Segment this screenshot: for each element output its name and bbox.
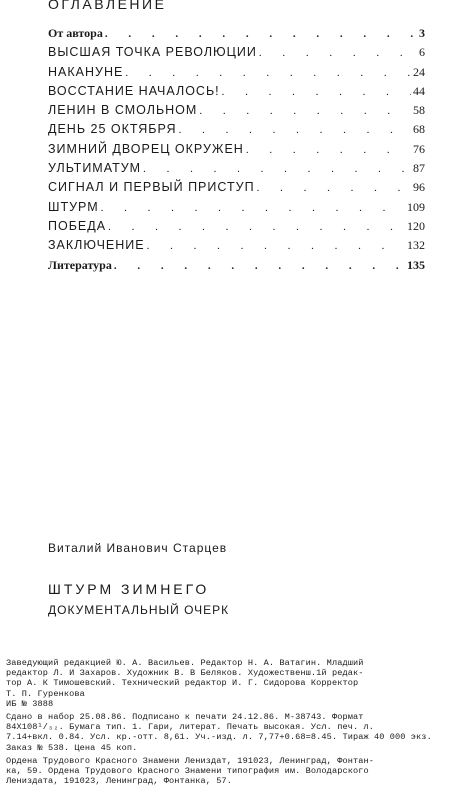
toc-entry-title: ЛЕНИН В СМОЛЬНОМ [48,103,198,118]
imprint-print-details [6,712,463,753]
toc-entry-title: ДЕНЬ 25 ОКТЯБРЯ [48,122,177,137]
toc-dot-leader [114,260,405,272]
toc-dot-leader [147,240,405,252]
toc-entry-title: ПОБЕДА [48,218,107,233]
toc-entry-title: Литература [48,257,112,272]
toc-entry-page: 58 [413,103,425,118]
toc-dot-leader [257,182,411,194]
imprint-line: 84X108¹/₃₂. Бумага тип. 1. Гари, литерат. Печать высокая. Усл. печ. л. [6,722,374,733]
imprint-line: тор А. К Тимошевский. Технический редактор И. Г. Сидорова Корректор [6,678,359,689]
toc-entry-page: 44 [413,83,425,98]
toc-entry [48,258,425,277]
toc-entry [48,26,425,45]
toc-entry [48,122,425,141]
toc-dot-leader [246,144,411,156]
toc-entry-title: ЗАКЛЮЧЕНИЕ [48,238,145,253]
book-title: ШТУРМ ЗИМНЕГО [48,581,210,597]
imprint-line: ИБ № 3888 [6,698,54,709]
toc-entry-title: ВЫСШАЯ ТОЧКА РЕВОЛЮЦИИ [48,45,257,60]
toc-entry [48,219,425,238]
toc-entry-page: 87 [413,161,425,176]
book-subtitle: ДОКУМЕНТАЛЬНЫЙ ОЧЕРК [48,603,230,617]
toc-dot-leader [101,202,405,214]
toc-entry-title: ВОССТАНИЕ НАЧАЛОСЬ! [48,83,220,98]
toc-entry [48,200,425,219]
toc-entry-title: УЛЬТИМАТУМ [48,161,142,176]
toc-entry-title: От автора [48,26,103,40]
toc-entry [48,238,425,257]
imprint-staff [6,658,463,709]
imprint-publisher [6,756,463,787]
imprint-line: редактор Л. И Захаров. Художник В. В Беляков. Художественш.1й редак- [6,668,364,679]
toc-dot-leader [179,124,411,136]
toc-entry-page: 135 [407,257,425,272]
toc-entry-page: 120 [407,218,425,233]
toc-entry [48,45,425,64]
imprint-line: ка, 59. Ордена Трудового Красного Знамени типография им. Володарского [6,766,369,777]
toc-entry [48,65,425,84]
toc-dot-leader [105,28,417,40]
toc-entry [48,142,425,161]
imprint-line: Сдано в набор 25.08.86. Подписано к печати 24.12.86. М-38743. Формат [6,712,364,723]
imprint-line: Т. П. Гуренкова [6,688,85,699]
toc-entry-title: СИГНАЛ И ПЕРВЫЙ ПРИСТУП [48,180,255,195]
toc-dot-leader [143,163,411,175]
toc-entry [48,84,425,103]
toc-dot-leader [259,47,417,59]
table-of-contents [48,26,425,277]
toc-dot-leader [222,86,411,98]
toc-entry-page: 68 [413,122,425,137]
toc-entry-page: 109 [407,199,425,214]
toc-dot-leader [125,67,411,79]
toc-entry-page: 6 [419,45,425,60]
toc-entry-title: ШТУРМ [48,199,99,214]
imprint-line: Ордена Трудового Красного Знамени Лениздат, 191023, Ленинград, Фонтан- [6,755,374,766]
toc-entry [48,103,425,122]
toc-entry [48,180,425,199]
imprint-line: Заказ № 538. Цена 45 коп. [6,742,138,753]
toc-dot-leader [199,105,411,117]
toc-entry-title: ЗИМНИЙ ДВОРЕЦ ОКРУЖЕН [48,141,244,156]
toc-entry-page: 24 [413,64,425,79]
imprint-line: Лениздата, 191023, Ленинград, Фонтанка, 57. [6,776,233,787]
toc-dot-leader [108,221,405,233]
toc-entry-page: 3 [419,26,425,40]
toc-entry-title: НАКАНУНЕ [48,64,124,79]
toc-entry-page: 76 [413,141,425,156]
toc-entry-page: 132 [407,238,425,253]
toc-entry-page: 96 [413,180,425,195]
toc-entry [48,161,425,180]
toc-heading: ОГЛАВЛЕНИЕ [48,0,167,12]
imprint-line: Заведующий редакцией Ю. А. Васильев. Редактор Н. А. Ватагин. Младший [6,658,364,668]
author-name: Виталий Иванович Старцев [48,541,228,555]
imprint-line: 7.14+вкл. 0.84. Усл. кр.-отт. 8,61. Уч.-изд. л. 7,77+0.68=8.45. Тираж 40 000 экз. [6,732,432,743]
imprint [6,658,463,789]
